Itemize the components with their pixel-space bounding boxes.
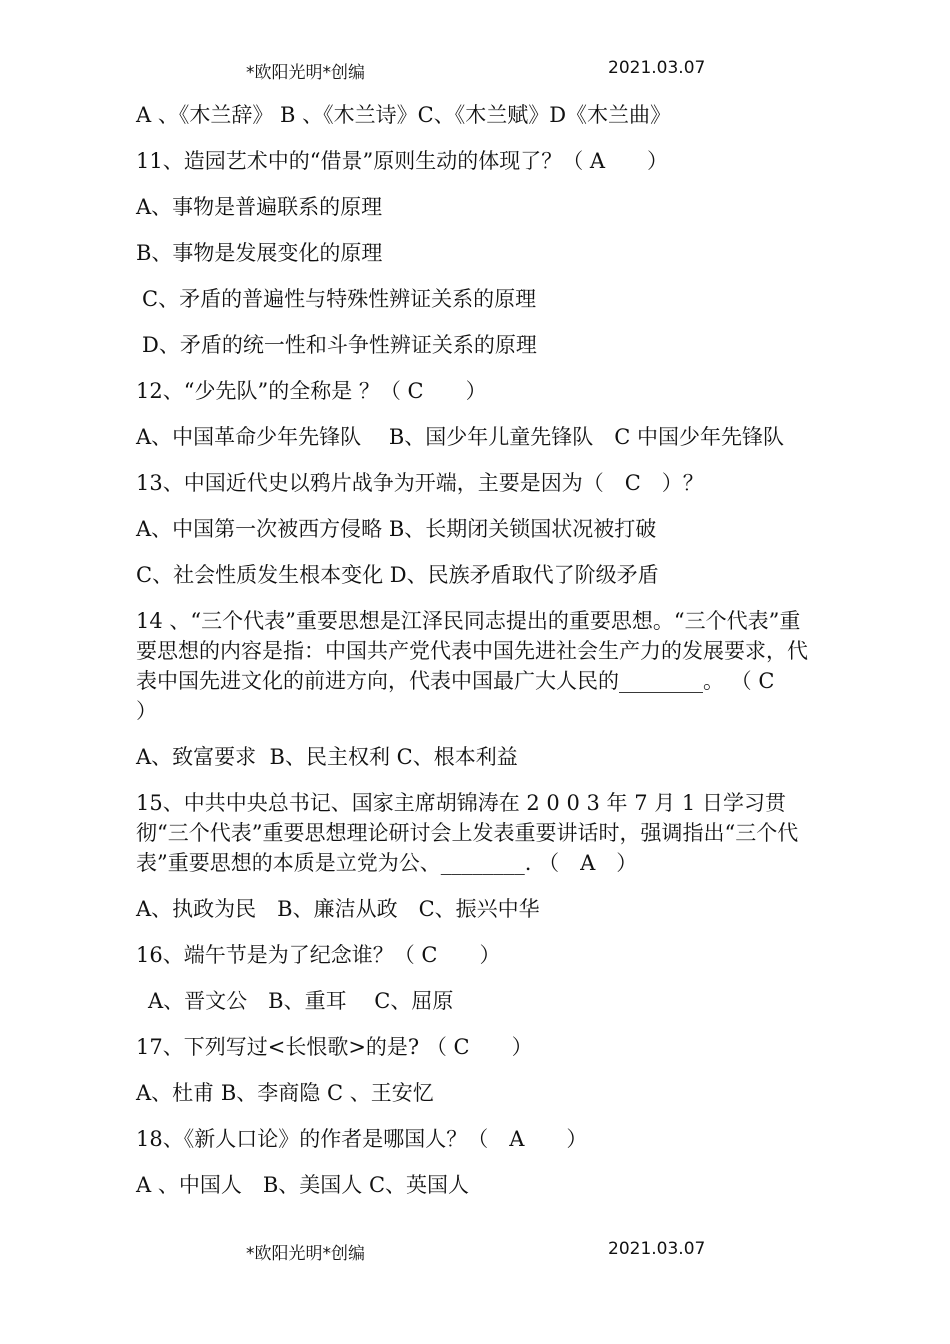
- option-line: A、中国革命少年先锋队 B、国少年儿童先锋队 C 中国少年先锋队: [136, 425, 785, 449]
- question-12: 12、“少先队”的全称是 ？（ C ）: [136, 379, 487, 403]
- question-11: 11、造园艺术中的“借景”原则生动的体现了？（ A ）: [136, 149, 669, 173]
- option-line: D、矛盾的统一性和斗争性辨证关系的原理: [142, 333, 537, 357]
- question-14: 14 、“三个代表”重要思想是江泽民同志提出的重要思想。“三个代表”重要思想的内容是指：中国共产党代表中国先进社会生产力的发展要求，代表中国先进文化的前进方向，代表中国最广大人民的________。 （ C ）: [136, 609, 808, 723]
- option-line: A、执政为民 B、廉洁从政 C、振兴中华: [136, 897, 540, 921]
- footer-date: 2021.03.07: [608, 1239, 706, 1259]
- option-line: A、事物是普遍联系的原理: [136, 195, 383, 219]
- footer-author: *欧阳光明*创编: [246, 1244, 365, 1264]
- option-line: C、矛盾的普遍性与特殊性辨证关系的原理: [142, 287, 537, 311]
- header-author: *欧阳光明*创编: [246, 63, 365, 83]
- document-body: [136, 100, 811, 1216]
- question-16: 16、端午节是为了纪念谁？（ C ）: [136, 943, 501, 967]
- option-line: A、杜甫 B、李商隐 C 、王安忆: [136, 1081, 434, 1105]
- option-line: A 、《木兰辞》 B 、《木兰诗》C、《木兰赋》D《木兰曲》: [136, 103, 672, 127]
- page-header: [0, 58, 950, 84]
- question-13: 13、中国近代史以鸦片战争为开端，主要是因为（ C ）？: [136, 471, 704, 495]
- header-date: 2021.03.07: [608, 58, 706, 78]
- question-18: 18、《新人口论》的作者是哪国人？（ A ）: [136, 1127, 588, 1151]
- option-line: A、晋文公 B、重耳 C、屈原: [148, 989, 454, 1013]
- option-line: B、事物是发展变化的原理: [136, 241, 383, 265]
- option-line: A 、中国人 B、美国人 C、英国人: [136, 1173, 470, 1197]
- option-line: A、致富要求 B、民主权利 C、根本利益: [136, 745, 518, 769]
- question-15: 15、中共中央总书记、国家主席胡锦涛在 2 0 0 3 年 7 月 1 日学习贯彻“三个代表”重要思想理论研讨会上发表重要讲话时，强调指出“三个代表”重要思想的本质是立党为公、________. （ A ）: [136, 791, 799, 875]
- page-footer: [0, 1239, 950, 1265]
- option-line: C、社会性质发生根本变化 D、民族矛盾取代了阶级矛盾: [136, 563, 659, 587]
- question-17: 17、下列写过<长恨歌>的是? （ C ）: [136, 1035, 533, 1059]
- option-line: A、中国第一次被西方侵略 B、长期闭关锁国状况被打破: [136, 517, 657, 541]
